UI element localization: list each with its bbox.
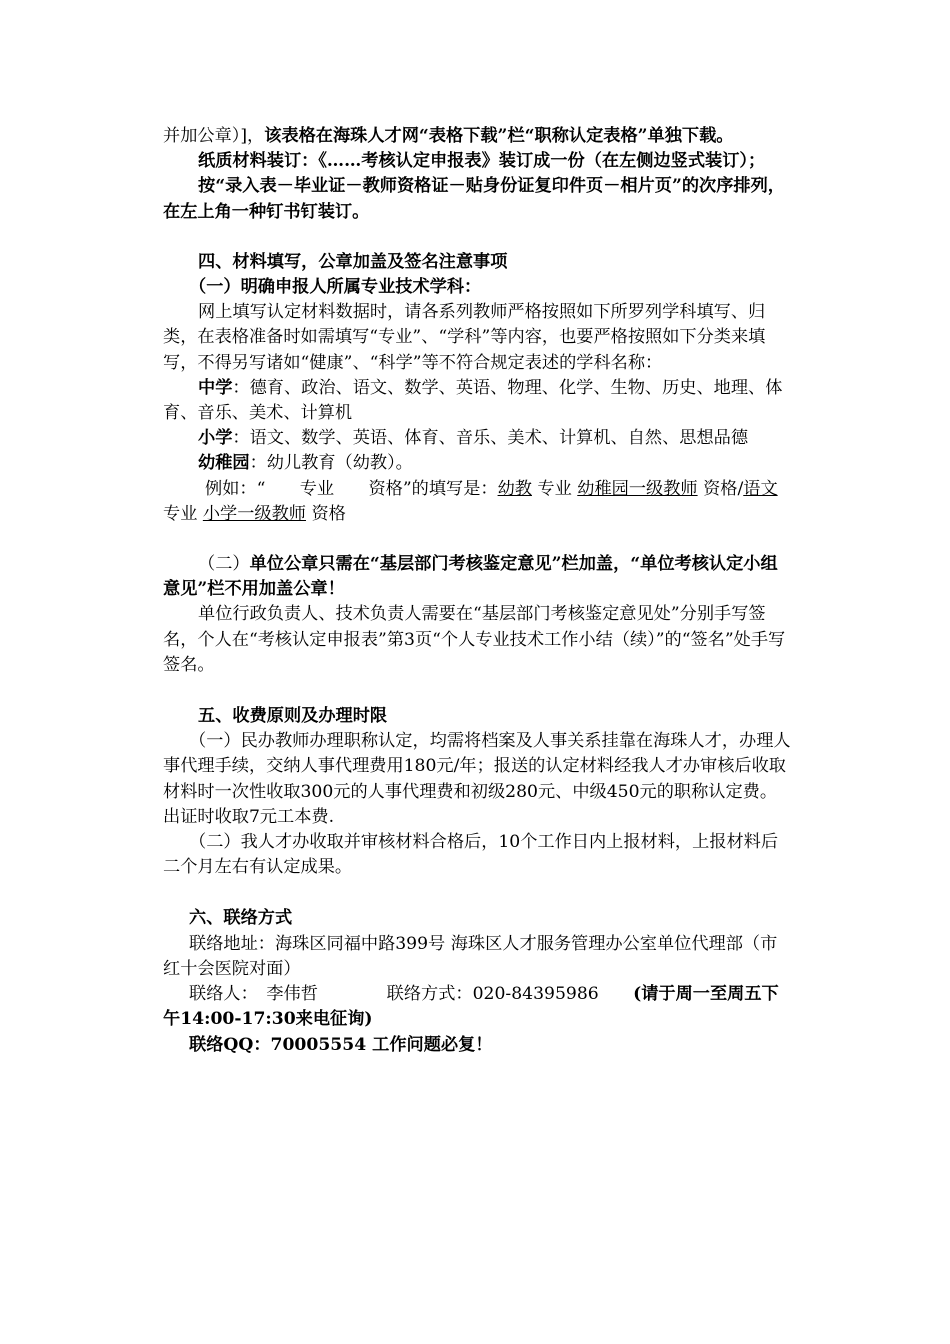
section-6-heading: 六、联络方式 bbox=[189, 908, 293, 929]
primary-school-text: ：语文、数学、英语、体育、音乐、美术、计算机、自然、思想品德 bbox=[232, 428, 749, 449]
subject-kindergarten bbox=[163, 451, 793, 476]
subject-middle-school bbox=[163, 376, 793, 426]
section-4-body2: 单位行政负责人、技术负责人需要在“基层部门考核鉴定意见处”分别手写签名，个人在“考核认定申报表”第3页“个人专业技术工作小结（续）”的“签名”处手写签名。 bbox=[163, 604, 786, 675]
para-binding: 纸质材料装订：《……考核认定申报表》装订成一份（在左侧边竖式装订）； bbox=[198, 151, 766, 172]
para-form-download bbox=[163, 124, 793, 149]
section-4-sub2-bold: 单位公章只需在“基层部门考核鉴定意见”栏加盖，“单位考核认定小组意见”栏不用加盖公章！ bbox=[163, 554, 778, 600]
para-form-download-bold: 该表格在海珠人才网“表格下载”栏“职称认定表格”单独下载。 bbox=[264, 126, 734, 146]
kindergarten-text: ：幼儿教育（幼教）。 bbox=[249, 453, 413, 474]
para-form-download-normal: 并加公章）]， bbox=[163, 126, 265, 146]
section-4-sub2 bbox=[163, 552, 793, 602]
contact-person-text: 联络人： 李伟哲 联络方式：020-84395986 bbox=[189, 984, 634, 1005]
contact-qq: 联络QQ：70005554 工作问题必复！ bbox=[189, 1034, 493, 1055]
section-5-heading: 五、收费原则及办理时限 bbox=[198, 706, 388, 727]
section-4-heading: 四、材料填写，公章加盖及签名注意事项 bbox=[198, 251, 508, 272]
example-prefix: 例如：“ 专业 资格”的填写是： bbox=[205, 478, 498, 499]
section-5-para2: （二）我人才办收取并审核材料合格后，10个工作日内上报材料，上报材料后二个月左右有认定成果。 bbox=[163, 832, 779, 878]
example-major-2: 语文 bbox=[743, 478, 778, 499]
contact-hours: (请于周一至周五下午14:00-17:30来电征询) bbox=[163, 984, 779, 1030]
document-page bbox=[163, 124, 793, 1058]
middle-school-text: ：德育、政治、语文、数学、英语、物理、化学、生物、历史、地理、体育、音乐、美术、计算机 bbox=[163, 377, 783, 424]
contact-address: 联络地址：海珠区同福中路399号 海珠区人才服务管理办公室单位代理部（市红十会医院对面） bbox=[163, 933, 778, 979]
contact-person bbox=[163, 982, 793, 1032]
section-4-sub2-prefix: （二） bbox=[198, 554, 250, 575]
example-text-4: 资格 bbox=[305, 503, 346, 524]
middle-school-label: 中学 bbox=[198, 377, 233, 398]
primary-school-label: 小学 bbox=[198, 428, 233, 449]
example-qualification-2: 小学一级教师 bbox=[202, 503, 306, 524]
kindergarten-label: 幼稚园 bbox=[198, 453, 250, 474]
example-text-3: 专业 bbox=[163, 503, 203, 524]
example-line bbox=[163, 477, 793, 527]
para-order: 按“录入表－毕业证－教师资格证－贴身份证复印件页－相片页”的次序排列，在左上角一种钉书钉装订。 bbox=[163, 176, 785, 222]
section-4-sub1: （一）明确申报人所属专业技术学科： bbox=[189, 277, 482, 298]
example-qualification-1: 幼稚园一级教师 bbox=[577, 478, 698, 499]
example-major-1: 幼教 bbox=[497, 478, 532, 499]
example-text-1: 专业 bbox=[531, 478, 578, 499]
subject-primary-school bbox=[163, 426, 793, 451]
section-5-para1: （一）民办教师办理职称认定，均需将档案及人事关系挂靠在海珠人才，办理人事代理手续，交纳人事代理费用180元/年；报送的认定材料经我人才办审核后收取材料时一次性收取300元的人事代理费和初级280元、中级450元的职称认定费。出证时收取7元工本费. bbox=[163, 731, 791, 827]
example-text-2: 资格/ bbox=[697, 478, 744, 499]
section-4-body1: 网上填写认定材料数据时，请各系列教师严格按照如下所罗列学科填写、归类，在表格准备时如需填写“专业”、“学科”等内容，也要严格按照如下分类来填写，不得另写诸如“健康”、“科学”等不符合规定表述的学科名称： bbox=[163, 302, 766, 373]
